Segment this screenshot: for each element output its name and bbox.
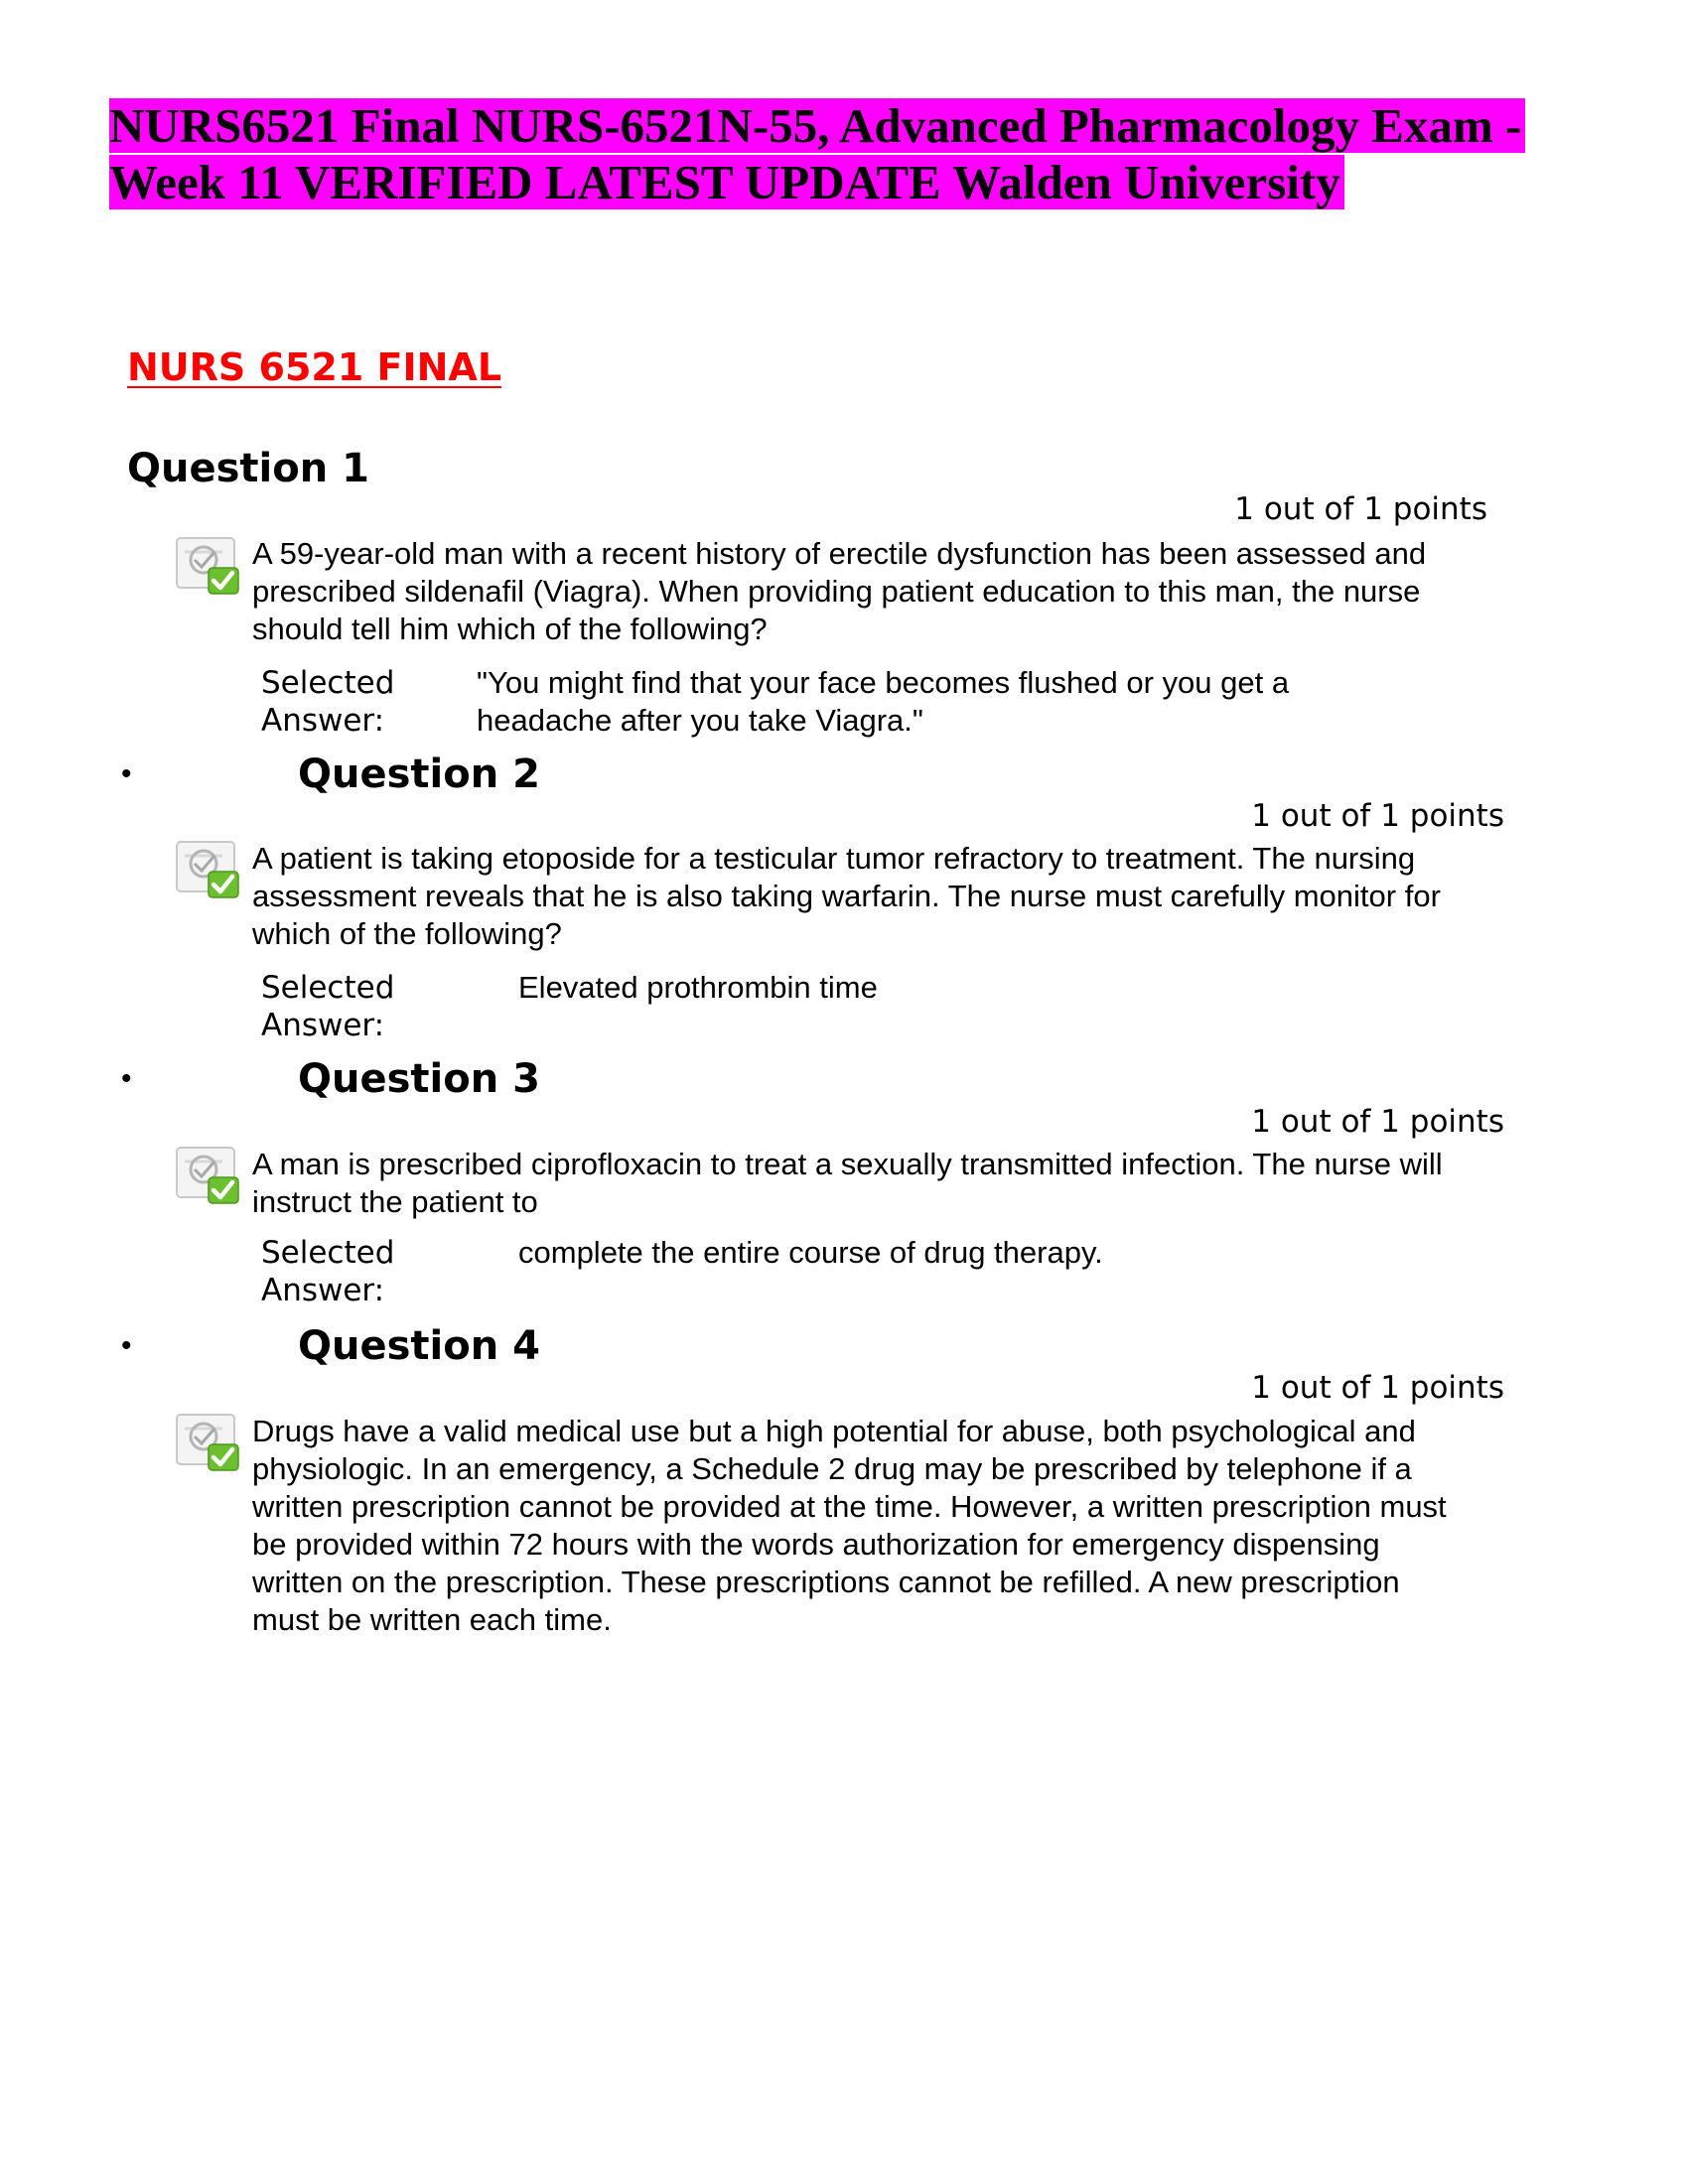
question-text: Drugs have a valid medical use but a high potential for abuse, both psychological and physiologic. In an emergency, a Schedule 2 drug may be prescribed by telephone if a written prescription cannot be provided at the time. However, a written prescription must be provided within 72 hours with the words authorization for emergency dispensing written on the prescription. These prescriptions cannot be refilled. A new prescription must be written each time. (252, 1414, 1447, 1637)
selected-answer-value: complete the entire course of drug therapy. (518, 1235, 1103, 1270)
selected-answer-value: "You might find that your face becomes flushed or you get a headache after you take Viagra." (477, 665, 1290, 738)
bullet: • (121, 1329, 132, 1362)
correct-check-icon (175, 840, 246, 901)
question-heading: Question 4 (298, 1323, 540, 1369)
points-score: 1 out of 1 points (1251, 798, 1504, 834)
selected-answer-label: Selected Answer: (261, 1235, 395, 1308)
bullet: • (121, 757, 132, 790)
question-heading: Question 2 (298, 751, 540, 797)
points-score: 1 out of 1 points (1234, 491, 1487, 527)
correct-check-icon (175, 1146, 246, 1207)
page-title-text: NURS6521 Final NURS-6521N-55, Advanced Pharmacology Exam - Week 11 VERIFIED LATEST UPDATE Walden University (109, 98, 1525, 209)
points-score: 1 out of 1 points (1251, 1104, 1504, 1140)
question-heading: Question 3 (298, 1056, 540, 1102)
points-score: 1 out of 1 points (1251, 1370, 1504, 1406)
selected-answer-value: Elevated prothrombin time (518, 970, 878, 1005)
question-text: A patient is taking etoposide for a testicular tumor refractory to treatment. The nursing assessment reveals that he is also taking warfarin. The nurse must carefully monitor for which of the following? (252, 841, 1441, 951)
correct-check-icon (175, 1413, 246, 1474)
question-text: A man is prescribed ciprofloxacin to treat a sexually transmitted infection. The nurse will instruct the patient to (252, 1147, 1443, 1219)
section-heading: NURS 6521 FINAL (127, 345, 502, 389)
page-title (109, 97, 1579, 210)
selected-answer-label: Selected Answer: (261, 665, 395, 739)
question-text: A 59-year-old man with a recent history of erectile dysfunction has been assessed and prescribed sildenafil (Viagra). When providing patient education to this man, the nurse should tell him which of the following? (252, 536, 1427, 646)
selected-answer-label: Selected Answer: (261, 970, 395, 1043)
question-heading: Question 1 (127, 446, 369, 491)
bullet: • (121, 1062, 132, 1095)
correct-check-icon (175, 536, 246, 598)
